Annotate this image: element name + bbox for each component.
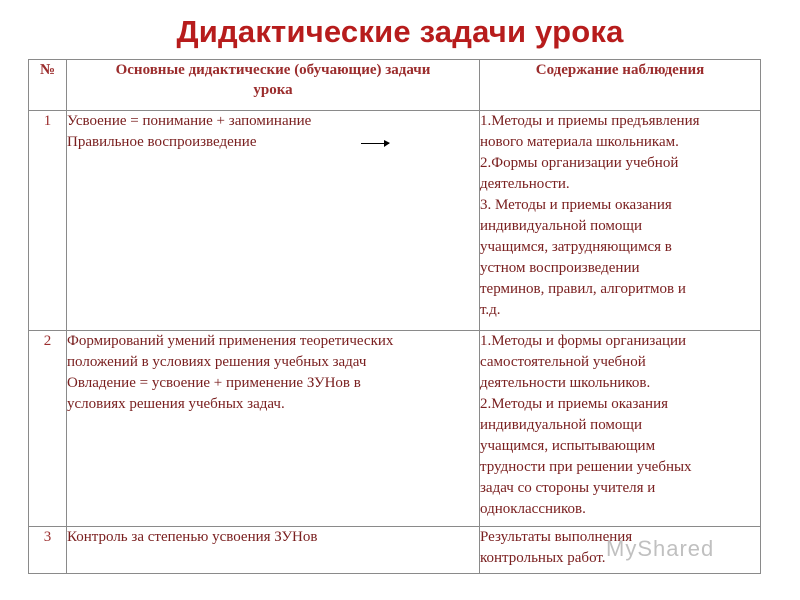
observation-line: Результаты выполнения: [480, 529, 633, 545]
task-cell: [67, 111, 480, 331]
header-task: [67, 60, 480, 111]
observation-line: устном воспроизведении: [480, 260, 640, 276]
observation-cell: [480, 111, 761, 331]
observation-line: самостоятельной учебной: [480, 354, 646, 370]
observation-line: трудности при решении учебных: [480, 459, 692, 475]
page-title: Дидактические задачи урока: [176, 14, 624, 49]
observation-line: 1.Методы и формы организации: [480, 333, 687, 349]
header-num: №: [29, 60, 67, 111]
task-cell: [67, 527, 480, 574]
observation-line: 2.Формы организации учебной: [480, 155, 679, 171]
didactic-tasks-table: [28, 59, 761, 574]
task-line: Контроль за степенью усвоения ЗУНов: [67, 529, 318, 545]
observation-line: нового материала школьникам.: [480, 134, 679, 150]
task-line: Формирований умений применения теоретических: [67, 333, 394, 349]
task-cell: [67, 331, 480, 527]
task-line: положений в условиях решения учебных задач: [67, 354, 367, 370]
observation-line: задач со стороны учителя и: [480, 480, 656, 496]
table-header-row: [29, 60, 761, 111]
arrow-right-icon: [361, 143, 389, 144]
row-number: 1: [29, 111, 67, 331]
task-line: Усвоение = понимание + запоминание: [67, 113, 312, 129]
row-number: 3: [29, 527, 67, 574]
task-line-with-arrow: [67, 132, 479, 153]
header-observation: Содержание наблюдения: [480, 60, 761, 111]
observation-line: т.д.: [480, 302, 501, 318]
observation-line: 3. Методы и приемы оказания: [480, 197, 672, 213]
watermark-logo: MyShared: [606, 536, 715, 561]
observation-line: 1.Методы и приемы предъявления: [480, 113, 700, 129]
task-line: условиях решения учебных задач.: [67, 396, 285, 412]
task-line: Правильное воспроизведение: [67, 134, 257, 150]
observation-line: учащимся, затрудняющимся в: [480, 239, 672, 255]
table-row: [29, 331, 761, 527]
observation-line: индивидуальной помощи: [480, 417, 642, 433]
observation-line: 2.Методы и приемы оказания: [480, 396, 668, 412]
observation-line: учащимся, испытывающим: [480, 438, 656, 454]
observation-line: одноклассников.: [480, 501, 586, 517]
observation-line: деятельности.: [480, 176, 570, 192]
row-number: 2: [29, 331, 67, 527]
observation-line: контрольных работ.: [480, 550, 606, 566]
observation-cell: [480, 331, 761, 527]
observation-line: терминов, правил, алгоритмов и: [480, 281, 686, 297]
task-line: Овладение = усвоение + применение ЗУНов в: [67, 375, 361, 391]
header-task-line: Основные дидактические (обучающие) задачи: [115, 62, 431, 78]
observation-line: индивидуальной помощи: [480, 218, 642, 234]
table-row: [29, 111, 761, 331]
observation-line: деятельности школьников.: [480, 375, 651, 391]
header-task-line: урока: [253, 82, 293, 98]
